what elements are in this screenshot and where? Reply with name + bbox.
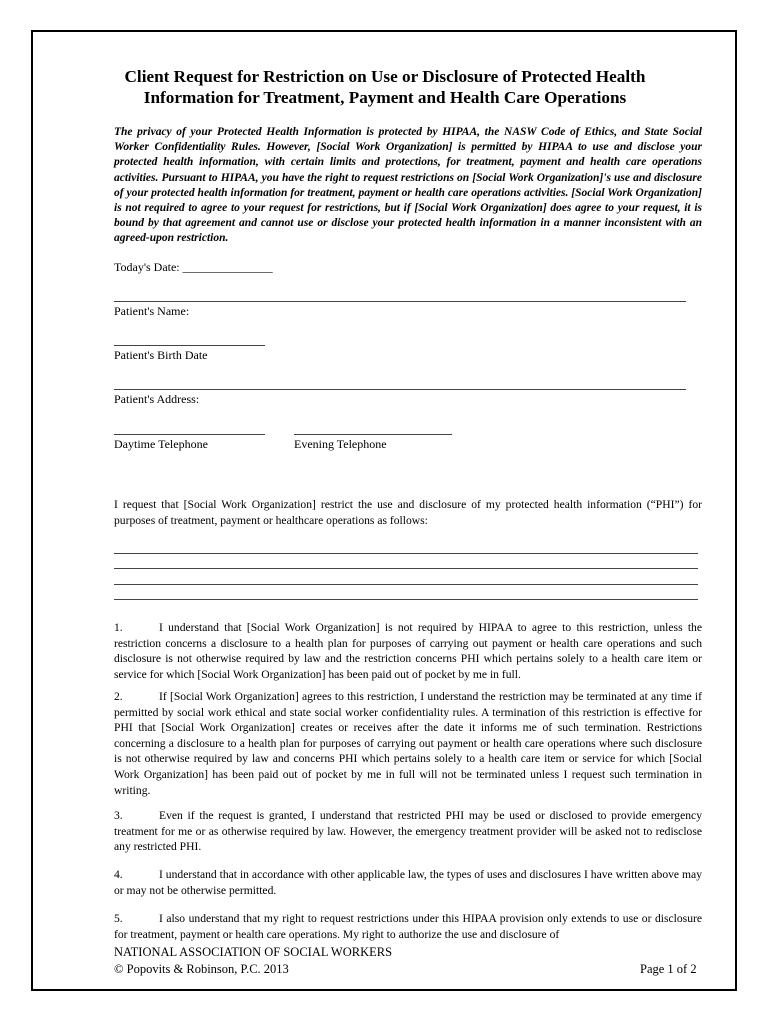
daytime-phone-label: Daytime Telephone <box>114 437 208 451</box>
numbered-item-3 <box>114 808 702 855</box>
restriction-line-3[interactable] <box>114 584 698 585</box>
numbered-item-5 <box>114 911 702 942</box>
intro-paragraph: The privacy of your Protected Health Information is protected by HIPAA, the NASW Code of Ethics, and State Social Worker Confidentiality Rules. However, [Social Work Organization] is permitted by HIPAA to use and disclose your protected health information, with certain limits and protections, for treatment, payment and health care operations activities. Pursuant to HIPAA, you have the right to request restrictions on [Social Work Organization]'s use and disclosure of your protected health information for treatment, payment or health care operations activities. [Social Work Organization] is not required to agree to your request for restrictions, but if [Social Work Organization] does agree to your request, it is bound by that agreement and cannot use or disclose your protected health information in a manner inconsistent with an agreed-upon restriction. <box>114 126 702 245</box>
birth-date-line[interactable] <box>114 345 265 346</box>
item-number: 5. <box>114 912 123 925</box>
numbered-item-1 <box>114 620 702 682</box>
page-title-line-1: Client Request for Restriction on Use or Disclosure of Protected Health <box>124 67 646 86</box>
item-number: 4. <box>114 868 123 881</box>
item-text: If [Social Work Organization] agrees to this restriction, I understand the restriction may be terminated at any time if permitted by social work ethical and state social worker confidentiality rules. A termination of this restriction is effective for PHI that [Social Work Organization] creates or receives after the date it informs me of such termination. Restrictions concerning a disclosure to a health plan for purposes of carrying out payment or health care operations where such disclosure is not otherwise required by law and concerns PHI which pertains solely to a health care item or service for which [Social Work Organization] has been paid out of pocket by me in full will not be terminated unless I request such termination in writing. <box>114 690 702 797</box>
item-text: Even if the request is granted, I understand that restricted PHI may be used or disclosed to provide emergency treatment for me or as otherwise required by law. However, the emergency treatment provider will be asked not to redisclose any restricted PHI. <box>114 809 702 854</box>
patient-name-line[interactable] <box>114 301 686 302</box>
restriction-line-2[interactable] <box>114 568 698 569</box>
address-line[interactable] <box>114 389 686 390</box>
item-number: 3. <box>114 809 123 822</box>
address-label: Patient's Address: <box>114 392 200 406</box>
request-paragraph: I request that [Social Work Organization] restrict the use and disclosure of my protected health information (“PHI”) for purposes of treatment, payment or healthcare operations as follows: <box>114 498 702 527</box>
page-title-line-2: Information for Treatment, Payment and Health Care Operations <box>143 88 627 107</box>
item-text: I also understand that my right to request restrictions under this HIPAA provision only extends to use or disclosure for treatment, payment or health care operations. My right to authorize the use and disclosure of <box>114 912 702 941</box>
restriction-line-1[interactable] <box>114 553 698 554</box>
todays-date-field[interactable]: Today's Date: _______________ <box>114 260 273 274</box>
daytime-phone-line[interactable] <box>114 434 265 435</box>
item-number: 2. <box>114 690 123 703</box>
footer-page-number: Page 1 of 2 <box>640 962 697 976</box>
numbered-item-2 <box>114 689 702 798</box>
numbered-item-4 <box>114 867 702 898</box>
footer-copyright: © Popovits & Robinson, P.C. 2013 <box>114 962 289 976</box>
evening-phone-line[interactable] <box>294 434 452 435</box>
birth-date-label: Patient's Birth Date <box>114 348 208 362</box>
item-number: 1. <box>114 621 123 634</box>
item-text: I understand that [Social Work Organization] is not required by HIPAA to agree to this restriction, unless the restriction concerns a disclosure to a health plan for purposes of carrying out payment or health care operations and such disclosure is not otherwise required by law and the restriction concerns PHI which pertains solely to a health care item or service for which [Social Work Organization] has been paid out of pocket by me in full. <box>114 621 702 681</box>
evening-phone-label: Evening Telephone <box>294 437 387 451</box>
patient-name-label: Patient's Name: <box>114 304 190 318</box>
item-text: I understand that in accordance with other applicable law, the types of uses and disclosures I have written above may or may not be otherwise permitted. <box>114 868 702 897</box>
footer-organization: NATIONAL ASSOCIATION OF SOCIAL WORKERS <box>114 945 393 959</box>
restriction-line-4[interactable] <box>114 599 698 600</box>
